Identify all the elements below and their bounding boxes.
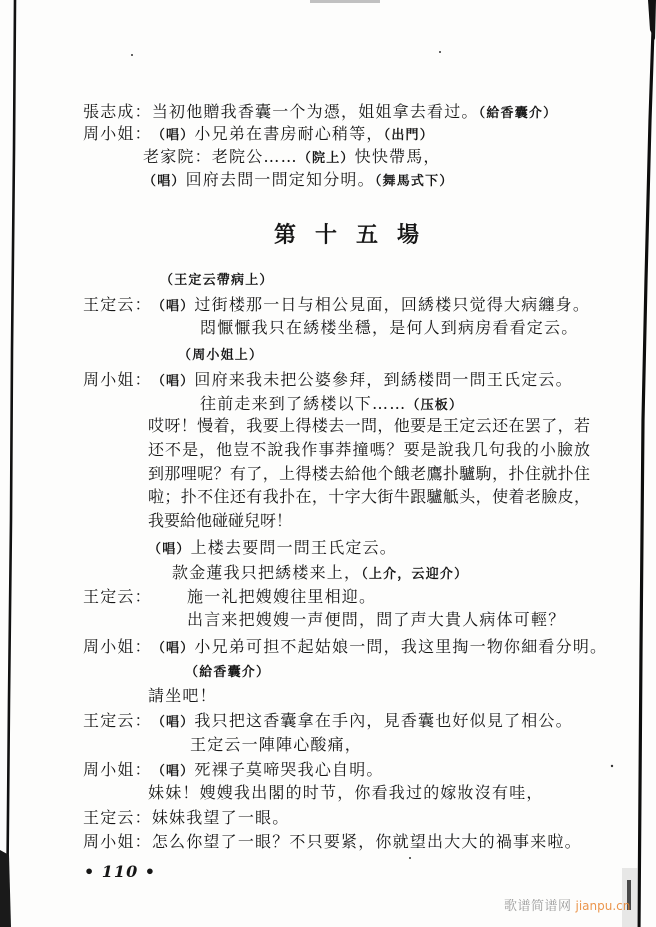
sing-marker: （唱） bbox=[151, 128, 195, 143]
dialogue-text: 老家院：老院公…… bbox=[143, 147, 298, 166]
sing-marker: （唱） bbox=[151, 641, 195, 656]
watermark-site-name: 歌谱简谱网 bbox=[504, 899, 572, 914]
scene-title: 第十五場 bbox=[274, 222, 439, 248]
dialogue-text: 怎么你望了一眼？不只要紧，你就望出大大的禍事来啦。 bbox=[151, 832, 582, 851]
dialogue-line bbox=[83, 102, 557, 124]
dialogue-text: 出言来把嫂嫂一声便問，問了声大貴人病体可輕？ bbox=[187, 610, 566, 629]
dialogue-text: 我只把这香囊拿在手內，見香囊也好似見了相公。 bbox=[194, 711, 573, 730]
dialogue-line bbox=[200, 394, 463, 416]
dialogue-text: 过街楼那一日与相公見面，回綉楼只觉得大病纏身。 bbox=[194, 295, 591, 314]
dialogue-text: 妹妹我望了一眼。 bbox=[151, 808, 290, 827]
dialogue-line bbox=[83, 711, 573, 733]
dialogue-line bbox=[83, 124, 434, 146]
stage-direction: （周小姐上） bbox=[178, 348, 264, 363]
dialogue-text: 小兄弟在書房耐心稍等， bbox=[194, 124, 384, 143]
speaker-name: 王定云： bbox=[83, 587, 152, 606]
stage-direction: （給香囊介） bbox=[185, 665, 271, 680]
stage-direction: （王定云帶病上） bbox=[160, 273, 274, 288]
dialogue-line bbox=[143, 170, 454, 192]
dialogue-line bbox=[200, 318, 578, 338]
prose-line: 啦；扑不住还有我扑在，十字大街牛跟驢觝头，使着老臉皮， bbox=[148, 487, 590, 506]
speaker-name: 王定云： bbox=[83, 711, 152, 730]
stage-direction: （院上） bbox=[297, 151, 355, 166]
dialogue-line bbox=[148, 538, 397, 560]
prose-line: 我要給他碰碰兒呀！ bbox=[148, 511, 293, 530]
dialogue-text: 死裸子莫啼哭我心自明。 bbox=[194, 760, 384, 779]
dialogue-text: 当初他贈我香囊一个为憑，姐姐拿去看过。 bbox=[151, 102, 479, 121]
dialogue-text: 小兄弟可担不起姑娘一問，我这里掏一物你細看分明。 bbox=[194, 637, 608, 656]
dialogue-text: 請坐吧！ bbox=[148, 686, 217, 705]
speaker-name: 周小姐： bbox=[83, 370, 152, 389]
speaker-name: 周小姐： bbox=[83, 760, 152, 779]
dialogue-text: 款金蓮我只把綉楼来上， bbox=[172, 563, 362, 582]
dialogue-text: 上楼去要問一問王氏定云。 bbox=[190, 538, 398, 557]
dialogue-line bbox=[83, 832, 582, 852]
speaker-name: 王定云： bbox=[83, 808, 152, 827]
dialogue-text: 施一礼把嫂嫂往里相迎。 bbox=[187, 587, 377, 606]
stage-direction: （舞馬式下） bbox=[374, 174, 454, 189]
dialogue-text: 王定云一陣陣心酸痛， bbox=[190, 735, 363, 754]
sing-marker: （唱） bbox=[151, 299, 195, 314]
stage-direction: （出門） bbox=[383, 128, 434, 143]
dialogue-line bbox=[83, 295, 590, 317]
dialogue-text: 快快帶馬， bbox=[354, 147, 441, 166]
sing-marker: （唱） bbox=[143, 174, 186, 189]
speaker-name: 周小姐： bbox=[83, 124, 152, 143]
dialogue-text: 回府去問一問定知分明。 bbox=[185, 170, 375, 189]
stage-direction: （給香囊介） bbox=[478, 106, 558, 121]
dialogue-text: 妹妹！嫂嫂我出閣的时节，你看我过的嫁妝沒有哇， bbox=[148, 783, 544, 802]
dialogue-text: 往前走来到了綉楼以下…… bbox=[200, 394, 407, 413]
stage-direction: （上介，云迎介） bbox=[361, 567, 469, 582]
sing-marker: （唱） bbox=[151, 715, 195, 730]
sing-marker: （唱） bbox=[151, 374, 195, 389]
prose-line: 到那哩呢？有了，上得楼去給他个餓老鷹扑驢駒，扑住就扑住 bbox=[148, 464, 590, 483]
dialogue-line bbox=[143, 147, 441, 169]
watermark bbox=[504, 897, 630, 916]
prose-line: 还不是，他豈不說我作事莽撞嗎？要是說我几句我的小臉放 bbox=[148, 440, 590, 459]
page-number: • 110 • bbox=[84, 862, 156, 881]
dialogue-line bbox=[83, 808, 289, 828]
dialogue-line bbox=[172, 563, 468, 585]
sing-marker: （唱） bbox=[148, 542, 191, 557]
dialogue-text: 悶懨懨我只在綉楼坐穩，是何人到病房看看定云。 bbox=[200, 318, 579, 337]
speaker-name: 張志成： bbox=[83, 102, 152, 121]
dialogue-line bbox=[83, 370, 573, 392]
dialogue-line bbox=[83, 637, 607, 659]
speaker-name: 周小姐： bbox=[83, 637, 152, 656]
prose-line: 哎呀！慢着，我要上得楼去一問，他要是王定云还在罢了，若 bbox=[148, 416, 590, 435]
dialogue-text: 回府来我未把公婆參拜，到綉楼問一問王氏定云。 bbox=[194, 370, 573, 389]
stage-direction: （压板） bbox=[406, 398, 464, 413]
speaker-name: 周小姐： bbox=[83, 832, 152, 851]
speaker-name: 王定云： bbox=[83, 295, 152, 314]
dialogue-line bbox=[83, 760, 384, 782]
watermark-domain: jianpu.cn bbox=[575, 899, 631, 913]
sing-marker: （唱） bbox=[151, 764, 195, 779]
